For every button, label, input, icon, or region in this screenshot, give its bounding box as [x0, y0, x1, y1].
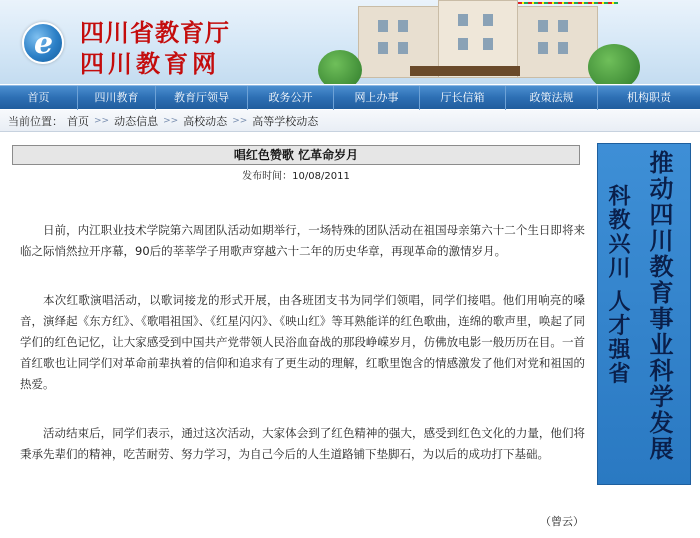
tree — [588, 44, 640, 84]
breadcrumb-higher-education-news[interactable]: 高等学校动态 — [252, 114, 319, 128]
site-banner — [0, 0, 700, 84]
nav-item-policies[interactable]: 政策法规 — [506, 86, 598, 110]
publish-time: 发布时间：10/08/2011 — [242, 171, 350, 182]
breadcrumb-separator-icon: >> — [94, 115, 110, 126]
building-window — [538, 20, 548, 32]
slogan-line-1: 推动四川教育事业科学发展 — [645, 150, 673, 462]
building-window — [398, 42, 408, 54]
article-title: 唱红色赞歌 忆革命岁月 — [12, 145, 580, 165]
article-paragraph: 本次红歌演唱活动，以歌词接龙的形式开展，由各班团支书为同学们领唱，同学们接唱。他们用响亮的嗓音，演绎起《东方红》、《歌唱祖国》、《红星闪闪》、《映山红》等耳熟能详的红色歌曲，连绵的歌声里，唤起了同学们的红色记忆，让大家感受到中国共产党带领人民浴血奋战的那段峥嵘岁月，仿佛放电影一般历历在目。一首首红歌也让同学们对革命前辈执着的信仰和追求有了更生动的理解，红歌里饱含的情感激发了他们对党和祖国的热爱。 — [20, 293, 585, 391]
article-author: （曾云） — [540, 515, 584, 528]
breadcrumb-news[interactable]: 动态信息 — [114, 114, 159, 128]
brand-title: 四川省教育厅 — [80, 19, 230, 47]
building-window — [458, 14, 468, 26]
building-window — [558, 42, 568, 54]
nav-item-online-services[interactable]: 网上办事 — [334, 86, 420, 110]
building-window — [378, 42, 388, 54]
side-slogan-banner[interactable] — [597, 143, 691, 485]
building-window — [483, 38, 493, 50]
breadcrumb-separator-icon: >> — [163, 115, 179, 126]
breadcrumb-separator-icon: >> — [232, 115, 248, 126]
main-nav — [0, 85, 700, 109]
building-window — [398, 20, 408, 32]
building-window — [458, 38, 468, 50]
site-logo[interactable] — [22, 22, 64, 64]
building-photo — [318, 0, 638, 84]
breadcrumb-label: 当前位置： — [8, 114, 63, 128]
nav-item-director-mailbox[interactable]: 厅长信箱 — [420, 86, 506, 110]
article-paragraph: 日前，内江职业技术学院第六周团队活动如期举行，一场特殊的团队活动在祖国母亲第六十二个生日即将来临之际悄然拉开序幕，90后的莘莘学子用歌声穿越六十二年的历史华章，再现革命的激情岁月。 — [20, 223, 585, 258]
nav-item-government-affairs[interactable]: 政务公开 — [248, 86, 334, 110]
building-sign — [410, 66, 520, 76]
building-window — [483, 14, 493, 26]
nav-item-sichuan-education[interactable]: 四川教育 — [78, 86, 156, 110]
logo-e-glyph: e — [34, 26, 54, 61]
breadcrumb-home[interactable]: 首页 — [67, 114, 89, 128]
nav-item-institutions[interactable]: 机构职责 — [627, 90, 671, 104]
building-window — [538, 42, 548, 54]
breadcrumb — [0, 110, 700, 132]
building-window — [558, 20, 568, 32]
tree — [318, 50, 362, 84]
nav-item-leaders[interactable]: 教育厅领导 — [156, 86, 248, 110]
building-window — [378, 20, 388, 32]
breadcrumb-university-news[interactable]: 高校动态 — [183, 114, 228, 128]
brand-subtitle: 四川教育网 — [80, 50, 220, 78]
nav-item-home[interactable]: 首页 — [0, 86, 78, 110]
article-paragraph: 活动结束后，同学们表示，通过这次活动，大家体会到了红色精神的强大，感受到红色文化的力量，他们将秉承先辈们的精神，吃苦耐劳、努力学习，为自己今后的人生道路铺下垫脚石，为以后的成功打下基础。 — [20, 426, 585, 461]
slogan-line-2: 科教兴川 人才强省 — [605, 184, 630, 386]
